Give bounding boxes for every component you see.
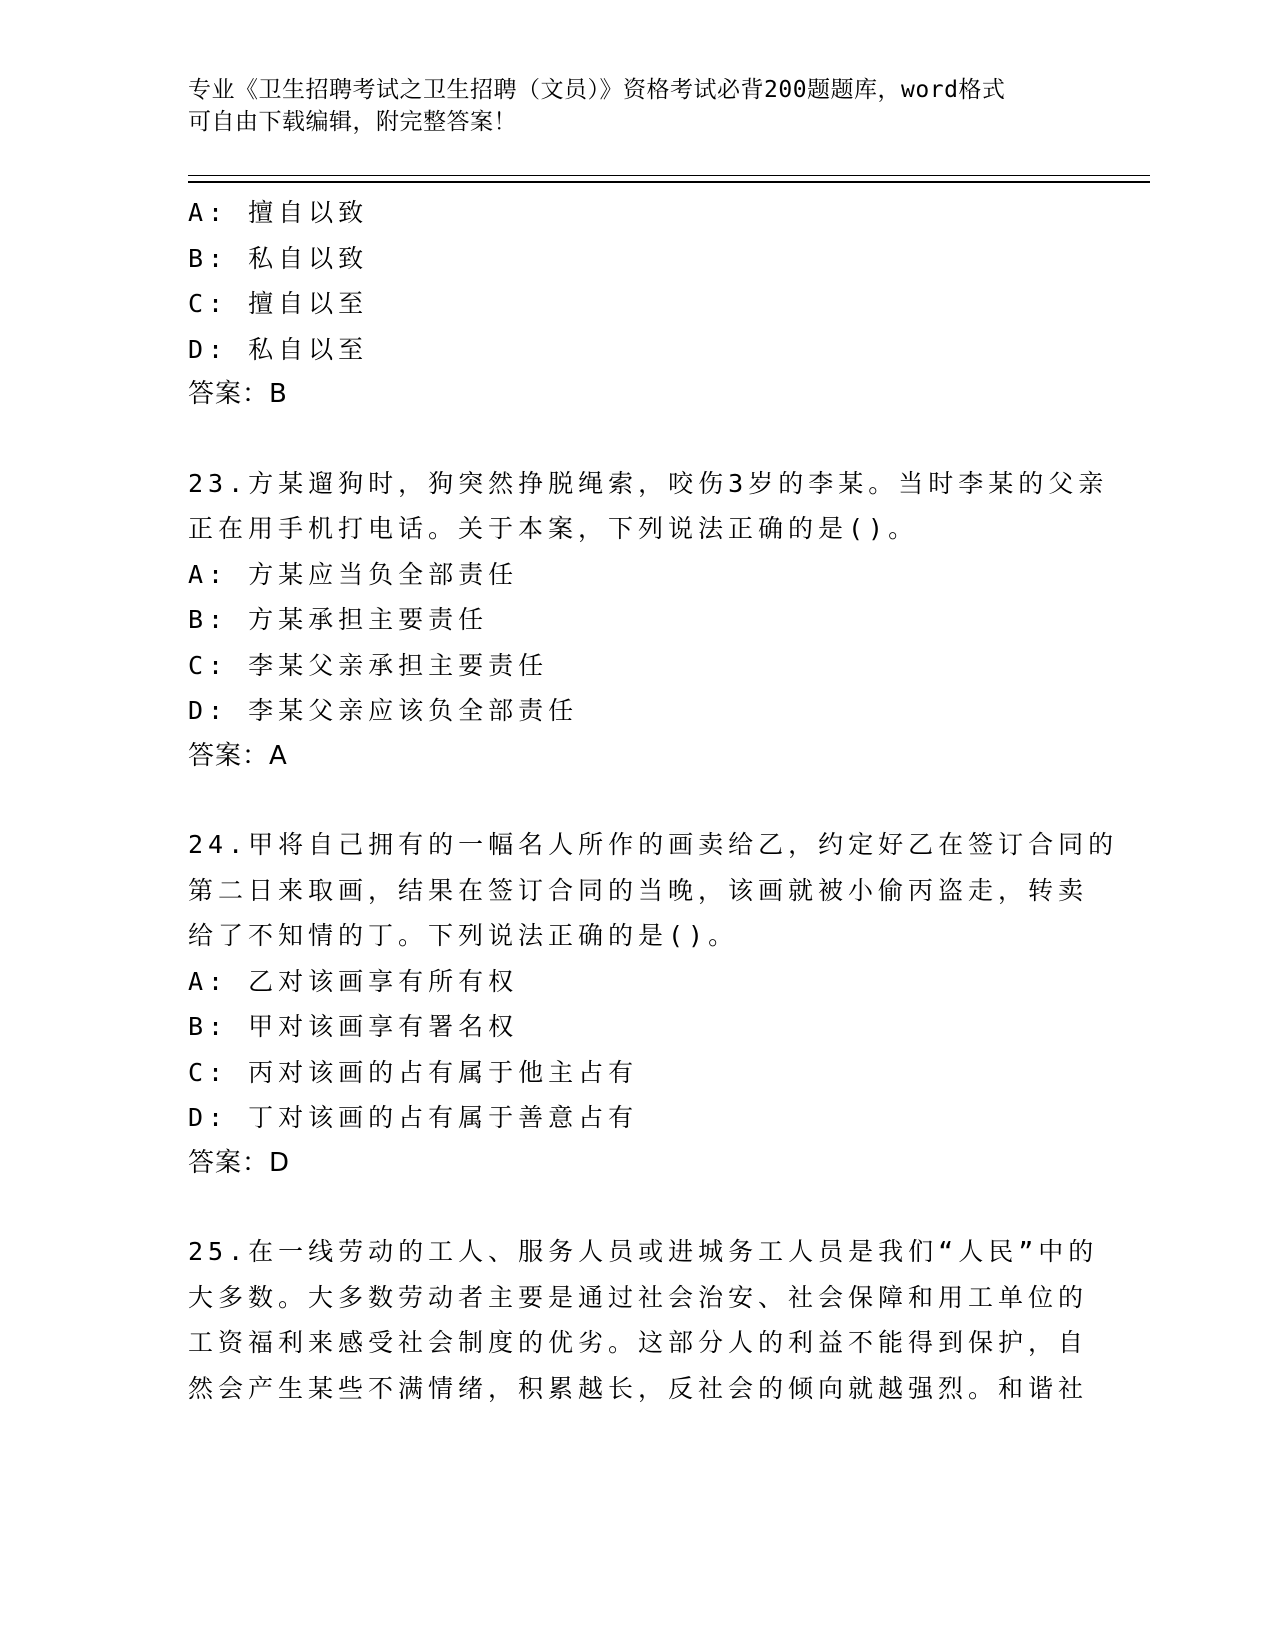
option-a: A: 方某应当负全部责任: [188, 559, 519, 589]
question-22: [188, 190, 1098, 418]
question-stem-line: 正在用手机打电话。关于本案，下列说法正确的是()。: [188, 514, 919, 543]
question-24: [188, 822, 1119, 1186]
option-d: D: 丁对该画的占有属于善意占有: [188, 1103, 639, 1132]
option-d: D: 李某父亲应该负全部责任: [188, 696, 579, 725]
answer: 答案：A: [188, 740, 288, 771]
header-line-2: 可自由下载编辑，附完整答案！: [188, 109, 517, 135]
option-b: B: 私自以致: [188, 243, 369, 273]
header-line-1: 专业《卫生招聘考试之卫生招聘（文员）》资格考试必背200题题库，word格式: [188, 77, 1006, 103]
question-stem-line: 23.方某遛狗时，狗突然挣脱绳索，咬伤3岁的李某。当时李某的父亲: [188, 468, 1109, 498]
header-rule-thin: [188, 175, 1150, 176]
option-b: B: 甲对该画享有署名权: [188, 1012, 519, 1041]
option-a: A: 擅自以致: [188, 198, 369, 227]
question-23: [188, 461, 1109, 780]
answer: 答案：B: [188, 379, 288, 409]
option-d: D: 私自以至: [188, 334, 369, 364]
document-header: [188, 74, 1068, 138]
option-c: C: 擅自以至: [188, 289, 369, 318]
header-rule-thick: [188, 181, 1150, 183]
option-a: A: 乙对该画享有所有权: [188, 966, 519, 996]
option-c: C: 丙对该画的占有属于他主占有: [188, 1057, 639, 1087]
question-25: [188, 1229, 1098, 1411]
option-c: C: 李某父亲承担主要责任: [188, 650, 549, 680]
document-body: [188, 190, 1119, 1411]
question-stem-line: 然会产生某些不满情绪，积累越长，反社会的倾向就越强烈。和谐社: [188, 1373, 1089, 1403]
answer: 答案：D: [188, 1147, 291, 1178]
option-b: B: 方某承担主要责任: [188, 605, 489, 634]
question-stem-line: 25.在一线劳动的工人、服务人员或进城务工人员是我们“人民”中的: [188, 1237, 1099, 1266]
question-stem-line: 24.甲将自己拥有的一幅名人所作的画卖给乙，约定好乙在签订合同的: [188, 830, 1119, 859]
question-stem-line: 第二日来取画，结果在签订合同的当晚，该画就被小偷丙盗走，转卖: [188, 875, 1089, 905]
question-stem-line: 给了不知情的丁。下列说法正确的是()。: [188, 921, 739, 950]
question-stem-line: 大多数。大多数劳动者主要是通过社会治安、社会保障和用工单位的: [188, 1282, 1089, 1312]
question-stem-line: 工资福利来感受社会制度的优劣。这部分人的利益不能得到保护，自: [188, 1328, 1089, 1357]
